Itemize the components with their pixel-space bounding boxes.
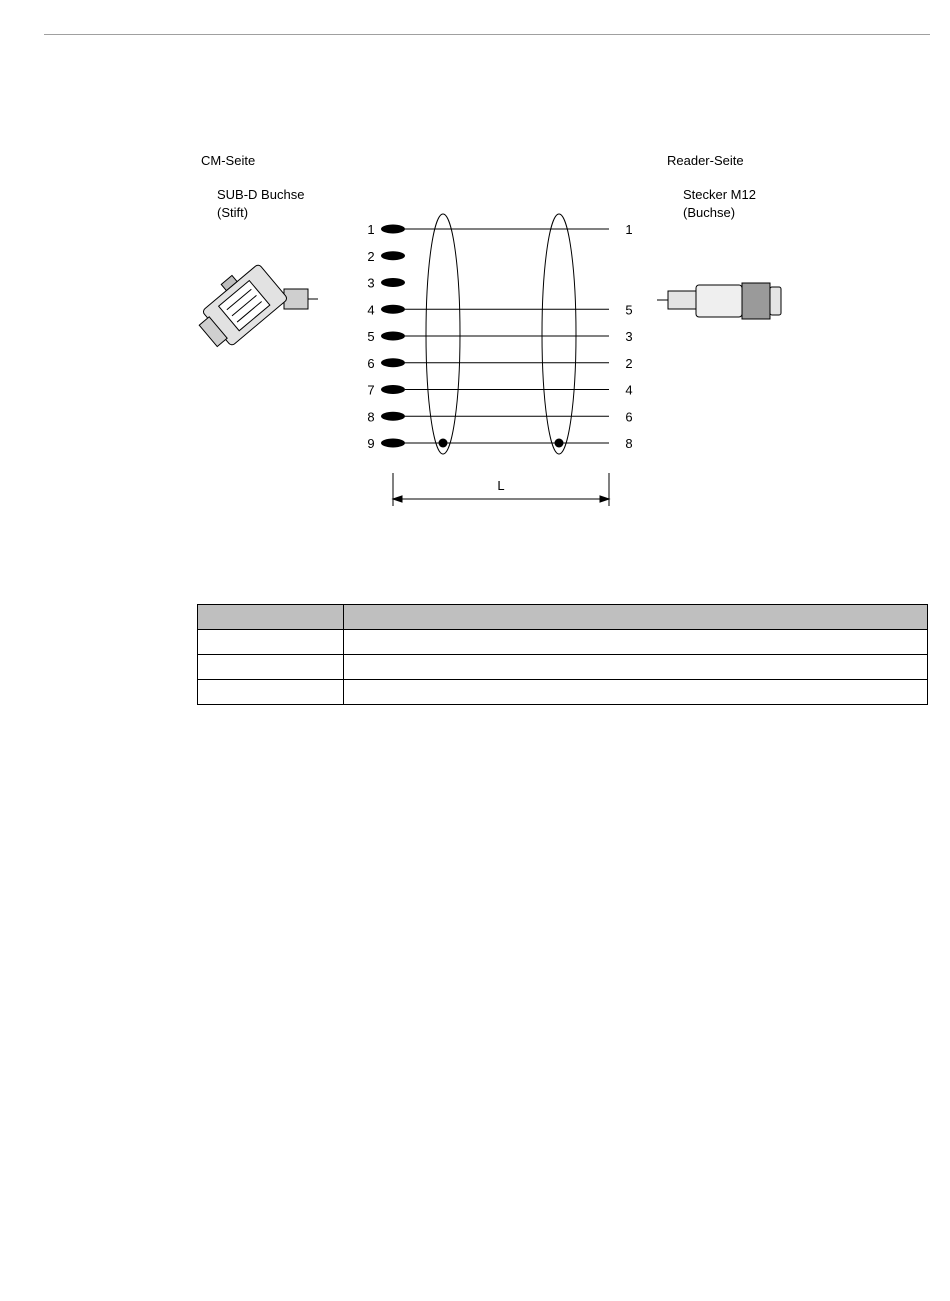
shield-connection-dot	[555, 439, 564, 448]
sub-d-pin	[381, 332, 405, 341]
table-row	[198, 680, 928, 705]
right-connector-label: Stecker M12	[683, 187, 756, 202]
sub-d-pin	[381, 278, 405, 287]
shield-loop-left	[426, 214, 460, 454]
table-cell	[198, 680, 344, 705]
right-pin-label: 2	[625, 355, 633, 371]
left-pin-label: 1	[367, 222, 375, 237]
cable-wiring-diagram	[0, 0, 950, 560]
right-side-label: Reader-Seite	[667, 153, 744, 168]
table-cell	[344, 680, 928, 705]
table-row	[198, 630, 928, 655]
right-pin-label: 5	[625, 302, 633, 318]
right-pin-label: 1	[625, 222, 633, 237]
m12-connector-icon	[657, 283, 781, 319]
table-cell	[198, 630, 344, 655]
table-cell	[198, 655, 344, 680]
sub-d-pin	[381, 305, 405, 314]
table-row	[198, 655, 928, 680]
length-label: L	[497, 478, 505, 493]
sub-d-pin	[381, 251, 405, 260]
right-pin-label: 6	[625, 409, 633, 425]
right-pin-label: 4	[625, 382, 633, 398]
shield-connection-dot	[439, 439, 448, 448]
pin-layer	[367, 222, 632, 451]
right-pin-label: 3	[625, 329, 633, 344]
sub-d-connector-icon	[188, 257, 318, 353]
sub-d-pin	[381, 439, 405, 448]
left-pin-label: 5	[367, 329, 375, 344]
sub-d-pin	[381, 385, 405, 394]
table-header-cell	[198, 605, 344, 630]
left-pin-label: 6	[367, 355, 375, 371]
table-header-cell	[344, 605, 928, 630]
left-pin-label: 2	[367, 248, 375, 264]
left-connector-sublabel: (Stift)	[217, 205, 249, 220]
left-pin-label: 9	[367, 436, 375, 451]
left-connector-label: SUB-D Buchse	[217, 187, 305, 202]
table-cell	[344, 630, 928, 655]
sub-d-pin	[381, 412, 405, 421]
right-pin-label: 8	[625, 436, 633, 451]
sub-d-pin	[381, 225, 405, 234]
right-connector-sublabel: (Buchse)	[683, 205, 736, 220]
left-pin-label: 8	[367, 409, 375, 425]
cable-shield	[426, 214, 576, 454]
sub-d-pin	[381, 358, 405, 367]
left-pin-label: 4	[367, 302, 375, 318]
spec-table	[197, 604, 928, 705]
shield-loop-right	[542, 214, 576, 454]
table-header-row	[198, 605, 928, 630]
left-pin-label: 3	[367, 275, 375, 291]
left-pin-label: 7	[367, 382, 375, 398]
left-side-label: CM-Seite	[201, 153, 256, 168]
table-cell	[344, 655, 928, 680]
